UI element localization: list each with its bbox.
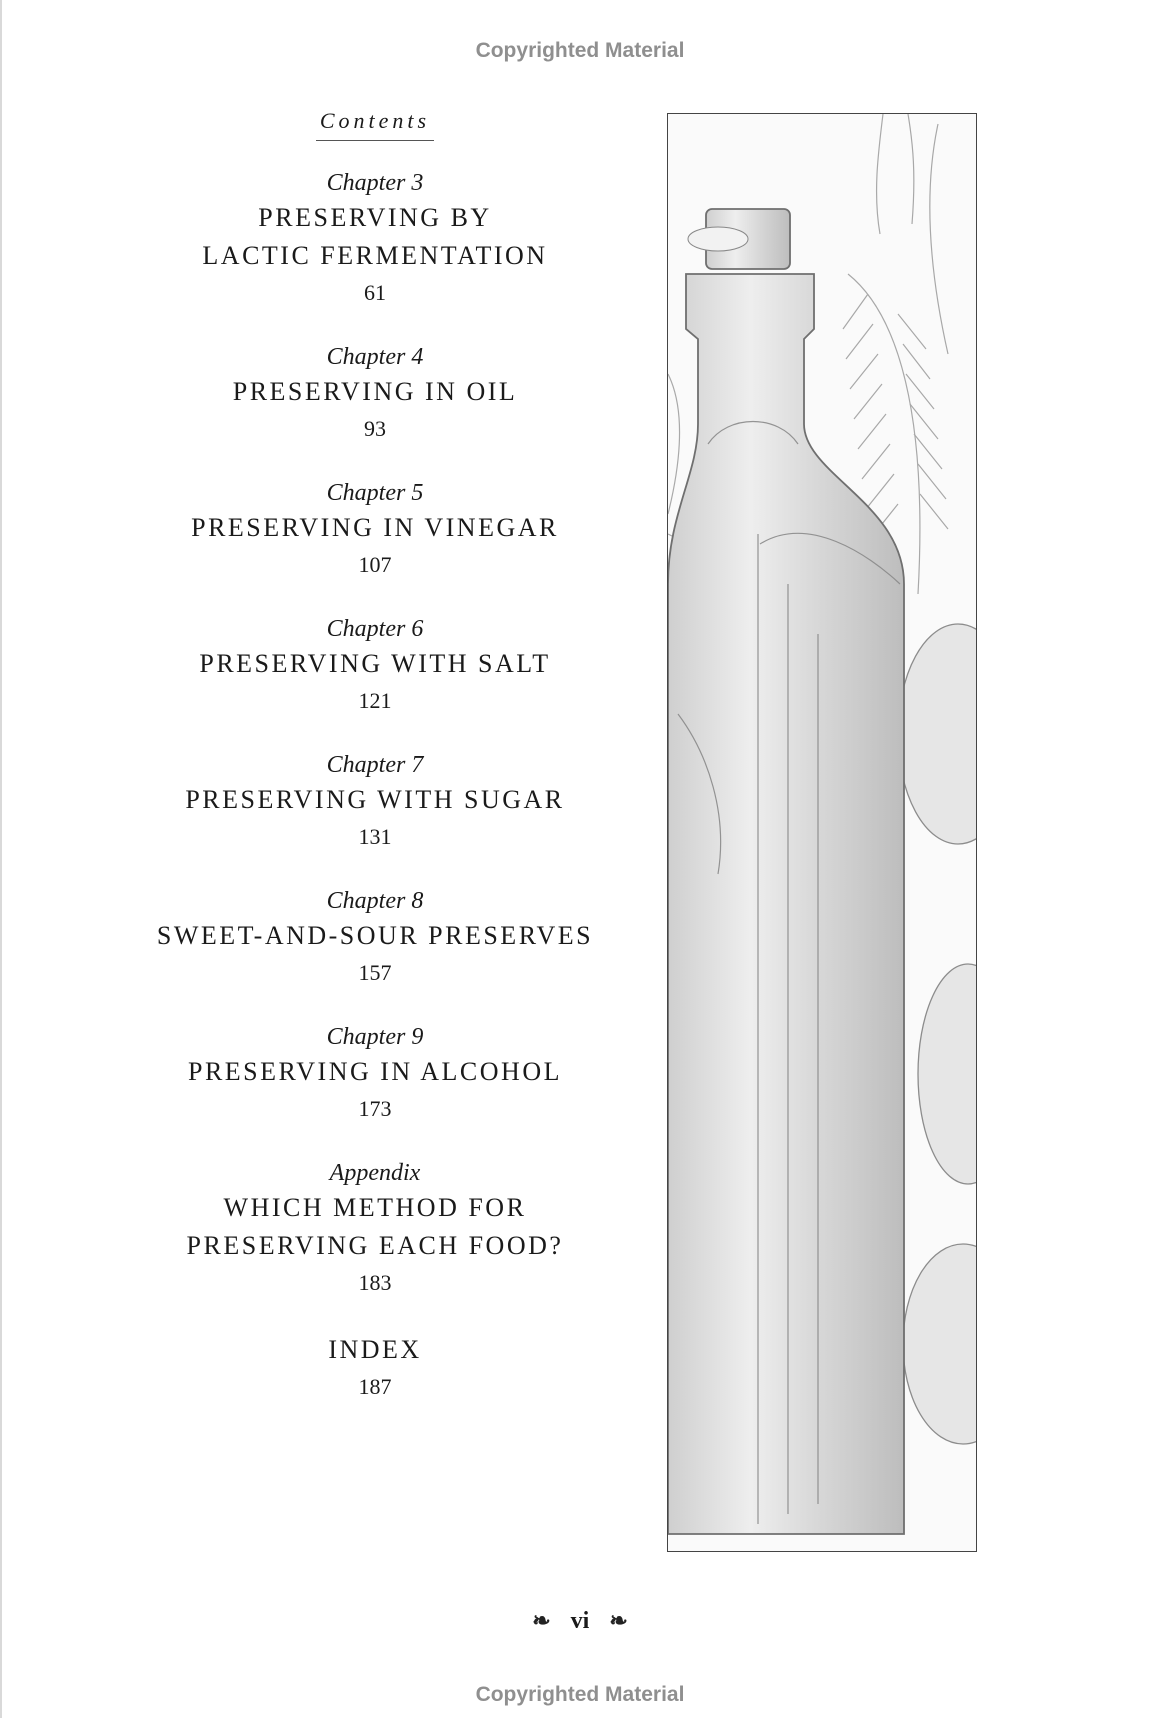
entry-title-line: PRESERVING IN ALCOHOL bbox=[188, 1057, 562, 1086]
entry-page-number: 121 bbox=[358, 688, 392, 713]
entry-label: Chapter 5 bbox=[326, 480, 424, 506]
page-edge bbox=[0, 0, 2, 1718]
entry-title-line: PRESERVING EACH FOOD? bbox=[186, 1231, 564, 1260]
bottle-sketch-illustration bbox=[667, 113, 977, 1552]
entry-label: Chapter 6 bbox=[326, 616, 424, 642]
entry-title-line: LACTIC FERMENTATION bbox=[202, 241, 548, 270]
toc-entry[interactable] bbox=[130, 341, 620, 447]
entry-title-line: WHICH METHOD FOR bbox=[223, 1193, 527, 1222]
entry-title-line: SWEET-AND-SOUR PRESERVES bbox=[156, 921, 594, 950]
entry-label: Chapter 8 bbox=[326, 888, 424, 914]
page-folio: vi bbox=[570, 1607, 590, 1634]
entry-label: Chapter 4 bbox=[326, 344, 424, 370]
entry-title-line: PRESERVING WITH SUGAR bbox=[185, 785, 565, 814]
entry-label: Chapter 7 bbox=[326, 752, 424, 778]
bottle-sketch-icon bbox=[668, 114, 976, 1551]
watermark-top: Copyrighted Material bbox=[475, 39, 685, 62]
watermark-bottom: Copyrighted Material bbox=[475, 1683, 685, 1706]
entry-label: Chapter 3 bbox=[326, 170, 424, 196]
entry-title-line: PRESERVING WITH SALT bbox=[199, 649, 551, 678]
toc-entry[interactable] bbox=[130, 749, 620, 855]
entry-label: Chapter 9 bbox=[326, 1024, 424, 1050]
entry-page-number: 187 bbox=[358, 1374, 392, 1399]
entry-title-line: INDEX bbox=[328, 1335, 422, 1364]
toc-entry[interactable] bbox=[130, 477, 620, 583]
toc-entry[interactable] bbox=[130, 885, 620, 991]
entry-label: Appendix bbox=[329, 1160, 421, 1186]
entry-page-number: 61 bbox=[364, 280, 386, 305]
toc-entry[interactable] bbox=[130, 167, 620, 311]
toc-entry[interactable] bbox=[130, 1021, 620, 1127]
toc-entry[interactable] bbox=[130, 613, 620, 719]
leaf-ornament-icon: ❧ bbox=[609, 1608, 628, 1634]
entry-page-number: 173 bbox=[358, 1096, 392, 1121]
page-footer bbox=[0, 1607, 1160, 1635]
entry-page-number: 157 bbox=[358, 960, 392, 985]
leaf-ornament-icon: ❧ bbox=[532, 1608, 551, 1634]
running-head: Contents bbox=[316, 108, 434, 141]
entry-page-number: 107 bbox=[358, 552, 392, 577]
entry-title-line: PRESERVING IN VINEGAR bbox=[191, 513, 559, 542]
entry-page-number: 131 bbox=[358, 824, 392, 849]
toc-entry[interactable] bbox=[130, 1157, 620, 1301]
table-of-contents bbox=[130, 108, 620, 1435]
entry-title-line: PRESERVING IN OIL bbox=[232, 377, 518, 406]
entry-page-number: 93 bbox=[364, 416, 386, 441]
entry-title-line: PRESERVING BY bbox=[258, 203, 492, 232]
toc-entry[interactable] bbox=[130, 1331, 620, 1405]
entry-page-number: 183 bbox=[358, 1270, 392, 1295]
